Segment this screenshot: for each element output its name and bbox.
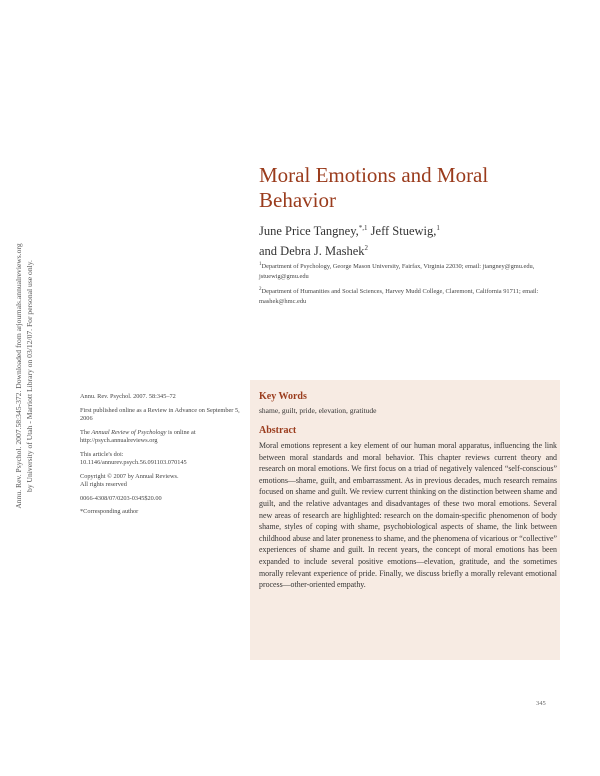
author-3-sup: 2 <box>364 244 369 253</box>
key-words-list: shame, guilt, pride, elevation, gratitude <box>259 406 377 415</box>
page-number: 345 <box>536 700 546 707</box>
affiliation-1: $^1$Department of Psychology, George Mason University, Fairfax, Virginia 22030; email: jtangney@gmu.edu, jstuewig@gmu.edu <box>259 262 535 281</box>
corresponding-author-note: *Corresponding author <box>80 508 139 515</box>
copyright: Copyright © 2007 by Annual Reviews. All rights reserved <box>80 472 179 488</box>
first-published: First published online as a Review in Advance on September 5, 2006 <box>80 406 240 422</box>
author-1: June Price Tangney, <box>259 224 359 239</box>
abstract-text: Moral emotions represent a key element of our human moral apparatus, influencing the link between moral standards and moral behavior. This chapter reviews current theory and research on moral emotions. We first focus on a triad of negatively valenced “self-conscious” emotions—shame, guilt, and embarrassment. As in previous decades, much research remains focused on shame and guilt. We review current thinking on the distinction between shame and guilt, and the relative advantages and disadvantages of these two moral emotions. Several new areas of research are highlighted: research on the domain-specific phenomenon of body shame, styles of coping with shame, psychobiological aspects of shame, the link between childhood abuse and later proneness to shame, and the phenomena of vicarious or “collective” experiences of shame and guilt. In recent years, the concept of moral emotions has been expanded to include several positive emotions—elevation, gratitude, and the sometimes morally relevant experience of pride. Finally, we discuss briefly a morally relevant emotional process—other-oriented empathy. <box>259 441 557 590</box>
download-notice-line-1: Annu. Rev. Psychol. 2007.58:345-372. Downloaded from arjournals.annualreviews.org <box>14 243 23 509</box>
author-2-sup: 1 <box>436 224 440 232</box>
key-words-heading: Key Words <box>259 391 307 402</box>
online-info: The Annual Review of Psychology is online at http://psych.annualreviews.org <box>80 428 196 444</box>
citation: Annu. Rev. Psychol. 2007. 58:345–72 <box>80 393 176 400</box>
author-3: and Debra J. Mashek <box>259 244 365 259</box>
affiliation-2: $^2$Department of Humanities and Social Sciences, Harvey Mudd College, Claremont, California 91711; email: mashek@hmc.edu <box>259 287 539 306</box>
affiliations <box>259 260 559 310</box>
author-2: Jeff Stuewig, <box>367 224 437 239</box>
issn: 0066-4308/07/0203-0345$20.00 <box>80 494 162 502</box>
article-title: Moral Emotions and Moral Behavior <box>259 163 489 212</box>
publication-info <box>80 393 240 522</box>
download-notice-line-2: by University of Utah - Marriott Library on 03/12/07. For personal use only. <box>25 260 34 492</box>
author-1-sup: *,1 <box>358 224 368 232</box>
doi-info: This article's doi: 10.1146/annurev.psych.56.091103.070145 <box>80 451 240 468</box>
author-list <box>259 220 559 260</box>
doi-link[interactable]: 10.1146/annurev.psych.56.091103.070145 <box>80 459 187 466</box>
abstract-heading: Abstract <box>259 425 297 436</box>
download-notice <box>13 156 47 596</box>
